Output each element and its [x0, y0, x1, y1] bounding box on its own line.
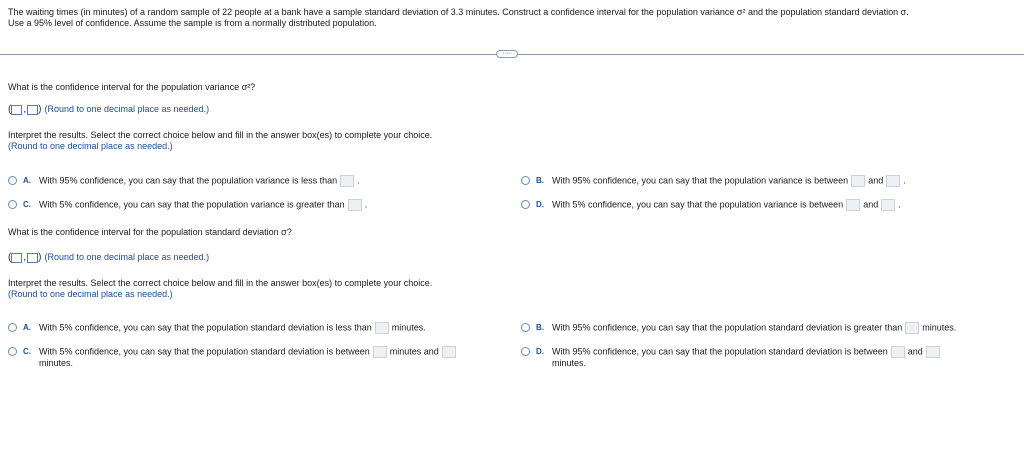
option-text [39, 346, 509, 369]
answer-box[interactable] [373, 346, 387, 358]
stddev-option-b[interactable] [521, 322, 956, 334]
variance-option-b[interactable] [521, 175, 906, 187]
stddev-option-d[interactable] [521, 346, 1022, 369]
stddev-question: What is the confidence interval for the population standard deviation σ? [8, 227, 292, 237]
answer-box[interactable] [846, 199, 860, 211]
option-letter: D. [536, 200, 544, 209]
answer-box[interactable] [851, 175, 865, 187]
option-mid: and [863, 199, 879, 210]
option-end: minutes. [39, 358, 74, 368]
stddev-interval [8, 252, 209, 263]
stddev-instructions [8, 278, 432, 300]
option-mid: and [868, 175, 884, 186]
variance-round-hint: (Round to one decimal place as needed.) [44, 104, 210, 114]
option-end: minutes. [391, 322, 426, 333]
answer-box[interactable] [881, 199, 895, 211]
answer-box[interactable] [926, 346, 940, 358]
option-text [39, 175, 360, 187]
option-end: minutes. [552, 358, 587, 368]
option-end: minutes. [922, 322, 957, 333]
option-label: With 95% confidence, you can say that the population variance is less than [39, 175, 338, 186]
stddev-option-a[interactable] [8, 322, 426, 334]
answer-box[interactable] [905, 322, 919, 334]
problem-statement [8, 7, 1018, 29]
comma: , [23, 104, 27, 115]
variance-instruction-hint: (Round to one decimal place as needed.) [8, 141, 173, 151]
answer-box[interactable] [891, 346, 905, 358]
expand-button[interactable]: ····· [496, 50, 518, 58]
stddev-upper-input[interactable] [27, 253, 38, 263]
option-end: . [903, 175, 906, 186]
option-mid: and [907, 346, 923, 357]
radio-button[interactable] [8, 323, 17, 332]
variance-option-a[interactable] [8, 175, 360, 187]
answer-box[interactable] [886, 175, 900, 187]
close-paren: ) [38, 252, 42, 263]
option-label: With 95% confidence, you can say that the population standard deviation is greater than [552, 322, 903, 333]
close-paren: ) [38, 104, 42, 115]
option-letter: C. [23, 347, 31, 356]
radio-button[interactable] [8, 176, 17, 185]
option-letter: B. [536, 323, 544, 332]
stddev-instruction-text: Interpret the results. Select the correct choice below and fill in the answer box(es) to complete your choice. [8, 278, 433, 288]
option-end: . [898, 199, 901, 210]
stddev-instruction-hint: (Round to one decimal place as needed.) [8, 289, 173, 299]
radio-button[interactable] [8, 200, 17, 209]
variance-option-d[interactable] [521, 199, 901, 211]
variance-interval [8, 104, 209, 115]
option-text [552, 346, 1022, 369]
answer-box[interactable] [348, 199, 362, 211]
stddev-round-hint: (Round to one decimal place as needed.) [44, 252, 210, 262]
open-paren: ( [8, 104, 12, 115]
option-label: With 5% confidence, you can say that the population standard deviation is between [39, 346, 370, 357]
variance-lower-input[interactable] [11, 105, 22, 115]
radio-button[interactable] [521, 200, 530, 209]
option-text [552, 175, 906, 187]
variance-upper-input[interactable] [27, 105, 38, 115]
variance-question: What is the confidence interval for the population variance σ²? [8, 82, 256, 92]
problem-line-2: Use a 95% level of confidence. Assume the sample is from a normally distributed population. [8, 18, 377, 28]
option-label: With 95% confidence, you can say that the population standard deviation is between [552, 346, 888, 357]
option-label: With 5% confidence, you can say that the population variance is greater than [39, 199, 345, 210]
variance-instruction-text: Interpret the results. Select the correct choice below and fill in the answer box(es) to complete your choice. [8, 130, 433, 140]
option-mid: minutes and [389, 346, 439, 357]
open-paren: ( [8, 252, 12, 263]
problem-line-1: The waiting times (in minutes) of a random sample of 22 people at a bank have a sample standard deviation of 3.3 minutes. Construct a confidence interval for the population variance σ² and the population standard deviation σ. [8, 7, 909, 17]
comma: , [23, 252, 27, 263]
option-letter: C. [23, 200, 31, 209]
option-end: . [364, 199, 368, 210]
option-end: . [357, 175, 360, 186]
option-label: With 95% confidence, you can say that the population variance is between [552, 175, 849, 186]
option-label: With 5% confidence, you can say that the population variance is between [552, 199, 844, 210]
option-letter: B. [536, 176, 544, 185]
option-text [39, 322, 426, 334]
radio-button[interactable] [521, 323, 530, 332]
option-text [552, 199, 901, 211]
answer-box[interactable] [442, 346, 456, 358]
variance-instructions [8, 130, 432, 152]
answer-box[interactable] [375, 322, 389, 334]
radio-button[interactable] [521, 347, 530, 356]
answer-box[interactable] [340, 175, 354, 187]
option-label: With 5% confidence, you can say that the population standard deviation is less than [39, 322, 372, 333]
stddev-lower-input[interactable] [11, 253, 22, 263]
option-text [552, 322, 956, 334]
variance-option-c[interactable] [8, 199, 367, 211]
option-text [39, 199, 367, 211]
radio-button[interactable] [521, 176, 530, 185]
radio-button[interactable] [8, 347, 17, 356]
option-letter: A. [23, 176, 31, 185]
option-letter: D. [536, 347, 544, 356]
stddev-option-c[interactable] [8, 346, 509, 369]
option-letter: A. [23, 323, 31, 332]
